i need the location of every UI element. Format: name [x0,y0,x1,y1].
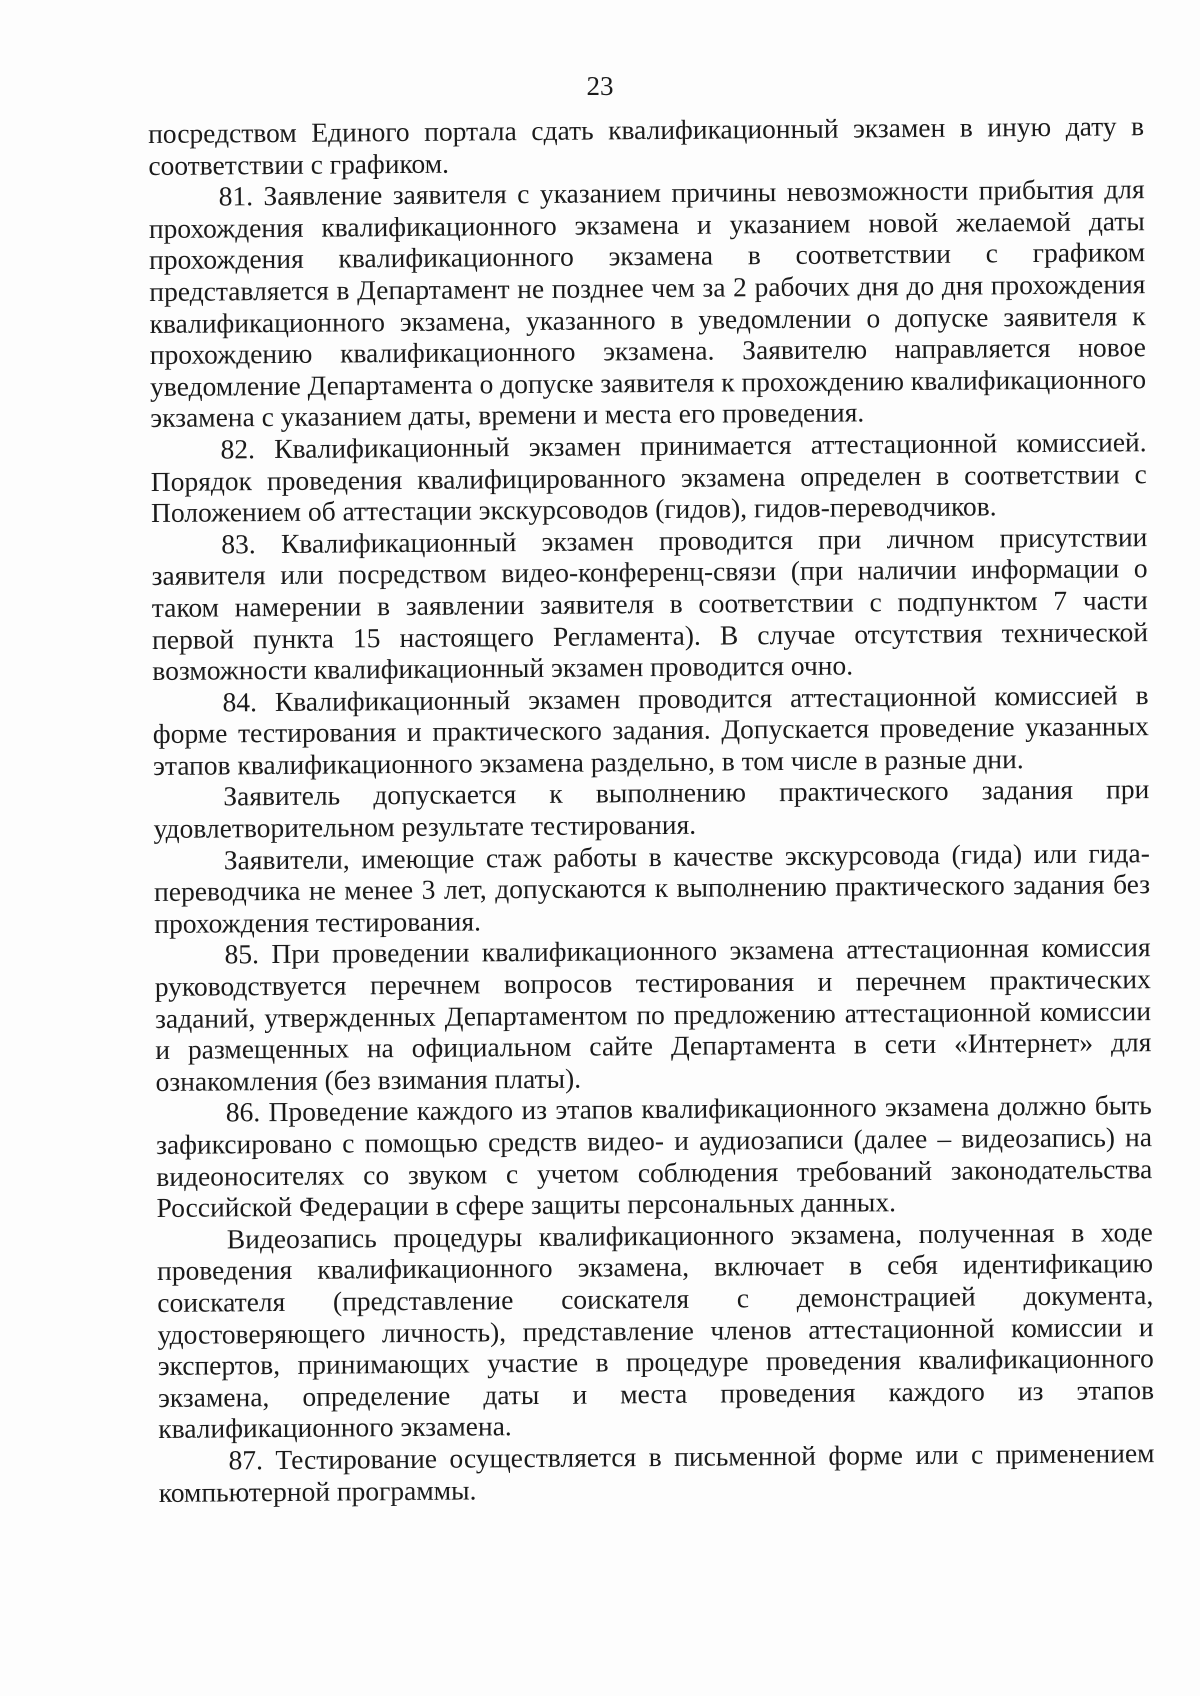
paragraph-87: 87. Тестирование осуществляется в письменной форме или с применением компьютерной программы. [158,1437,1155,1508]
document-body [148,110,1155,1508]
paragraph-86: 86. Проведение каждого из этапов квалификационного экзамена должно быть зафиксировано с помощью средств видео- и аудиозаписи (далее – видеозапись) на видеоносителях со звуком с учетом соблюдения требований законодательства Российской Федерации в сфере защиты персональных данных. [155,1089,1153,1224]
paragraph-86-video: Видеозапись процедуры квалификационного экзамена, полученная в ходе проведения квалификационного экзамена, включает в себя идентификацию соискателя (представление соискателя с демонстрацией документа, удостоверяющего личность), представление членов аттестационной комиссии и экспертов, принимающих участие в процедуре проведения квалификационного экзамена, определение даты и места проведения каждого из этапов квалификационного экзамена. [156,1215,1155,1445]
paragraph-82: 82. Квалификационный экзамен принимается аттестационной комиссией. Порядок проведения квалифицированного экзамена определен в соответствии с Положением об аттестации экскурсоводов (гидов), гидов-переводчиков. [150,426,1147,529]
paragraph-81: 81. Заявление заявителя с указанием причины невозможности прибытия для прохождения квалификационного экзамена и указанием новой желаемой даты прохождения квалификационного экзамена в соответствии с графиком представляется в Департамент не позднее чем за 2 рабочих дня до дня прохождения квалификационного экзамена, указанного в уведомлении о допуске заявителя к прохождению квалификационного экзамена. Заявителю направляется новое уведомление Департамента о допуске заявителя к прохождению квалификационного экзамена с указанием даты, времени и места его проведения. [148,173,1147,434]
paragraph-continuation: посредством Единого портала сдать квалификационный экзамен в иную дату в соответствии с графиком. [148,110,1145,181]
paragraph-85: 85. При проведении квалификационного экзамена аттестационная комиссия руководствуется перечнем вопросов тестирования и перечнем практических заданий, утвержденных Департаментом по предложению аттестационной комиссии и размещенных на официальном сайте Департамента в сети «Интернет» для ознакомления (без взимания платы). [154,931,1152,1097]
paragraph-84-experience: Заявители, имеющие стаж работы в качестве экскурсовода (гида) или гида-переводчика не менее 3 лет, допускаются к выполнению практического задания без прохождения тестирования. [153,836,1151,939]
page-number: 23 [586,71,614,101]
paragraph-83: 83. Квалификационный экзамен проводится при личном присутствии заявителя или посредством видео-конференц-связи (при наличии информации о таком намерении в заявлении заявителя в соответствии с подпунктом 7 части первой пункта 15 настоящего Регламента). В случае отсутствия технической возможности квалификационный экзамен проводится очно. [151,520,1149,687]
paragraph-84: 84. Квалификационный экзамен проводится аттестационной комиссией в форме тестирования и практического задания. Допускается проведение указанных этапов квалификационного экзамена раздельно, в том числе в разные дни. [152,678,1149,781]
paragraph-84-admission: Заявитель допускается к выполнению практического задания при удовлетворительном результате тестирования. [153,773,1150,845]
